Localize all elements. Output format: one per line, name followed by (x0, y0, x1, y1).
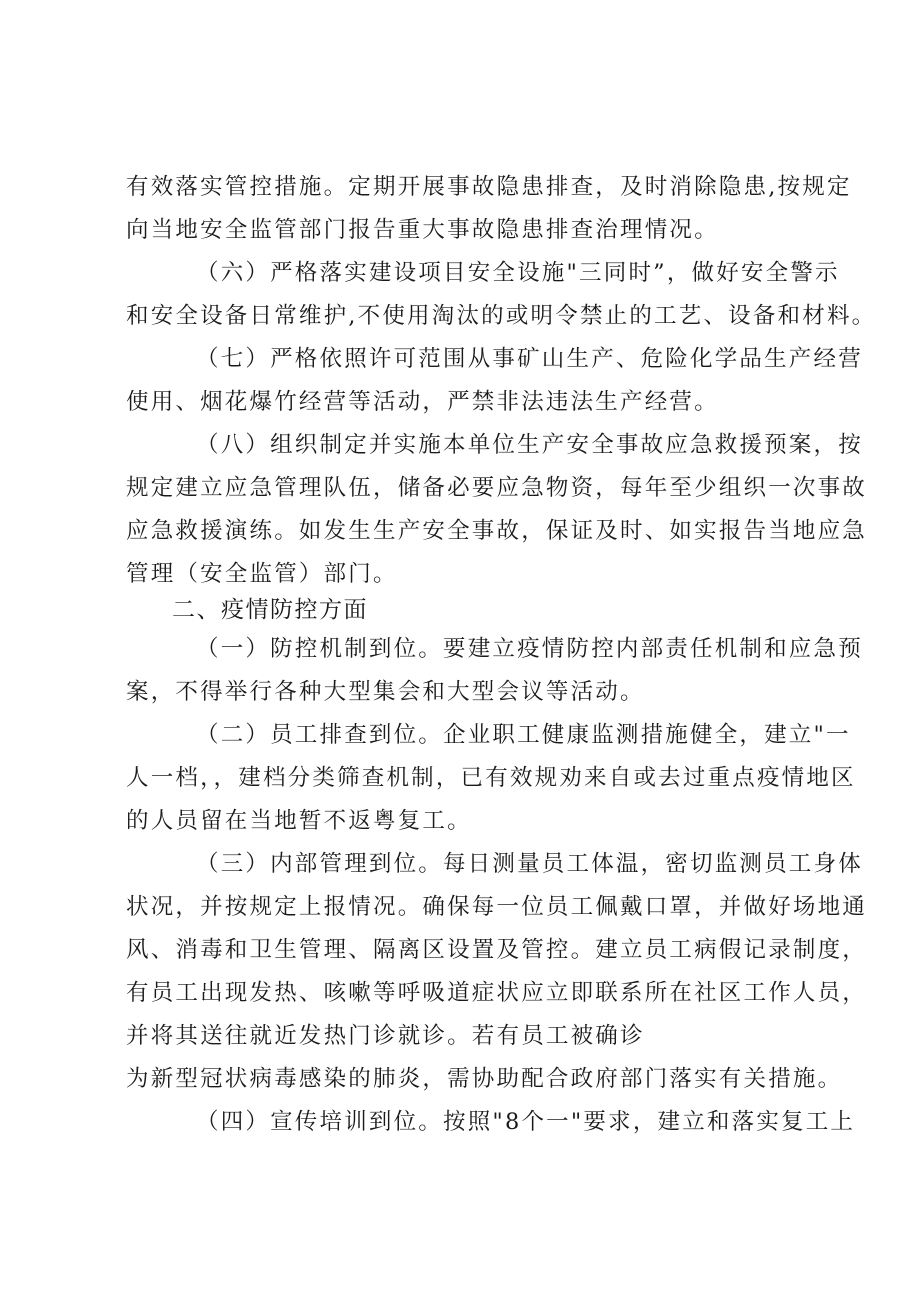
text-line: 为新型冠状病毒感染的肺炎，需协助配合政府部门落实有关措施。 (126, 1066, 843, 1092)
text-line: 状况，并按规定上报情况。确保每一位员工佩戴口罩，并做好场地通 (126, 894, 868, 920)
paragraph-seven-start: （七）严格依照许可范围从事矿山生产、危险化学品生产经营 (196, 346, 863, 372)
text-line: 案，不得举行各种大型集会和大型会议等活动。 (126, 679, 645, 705)
text-line: 人一档，，建档分类筛查机制，已有效规劝来自或去过重点疫情地区 (126, 765, 856, 791)
paragraph-six-start: （六）严格落实建设项目安全设施"三同时”，做好安全警示 (196, 260, 840, 286)
text-line: 的人员留在当地暂不返粤复工。 (126, 808, 472, 834)
text-line: 向当地安全监管部门报告重大事故隐患排查治理情况。 (126, 217, 719, 243)
paragraph-four-start: （四）宣传培训到位。按照"8个一"要求，建立和落实复工上 (196, 1109, 856, 1135)
text-line: 有效落实管控措施。定期开展事故隐患排查，及时消除隐患,按规定 (126, 174, 852, 200)
paragraph-eight-start: （八）组织制定并实施本单位生产安全事故应急救援预案，按 (196, 432, 863, 458)
paragraph-one-start: （一）防控机制到位。要建立疫情防控内部责任机制和应急预 (196, 636, 863, 662)
paragraph-two-start: （二）员工排查到位。企业职工健康监测措施健全，建立"一 (196, 722, 851, 748)
text-line: 有员工出现发热、咳嗽等呼吸道症状应立即联系所在社区工作人员， (126, 980, 868, 1006)
paragraph-three-start: （三）内部管理到位。每日测量员工体温，密切监测员工身体 (196, 851, 863, 877)
text-line: 并将其送往就近发热门诊就诊。若有员工被确诊 (126, 1023, 645, 1049)
text-line: 使用、烟花爆竹经营等活动，严禁非法违法生产经营。 (126, 389, 719, 415)
text-line: 管理（安全监管）部门。 (126, 561, 398, 587)
text-line: 应急救援演练。如发生生产安全事故，保证及时、如实报告当地应急 (126, 518, 868, 544)
text-line: 风、消毒和卫生管理、隔离区设置及管控。建立员工病假记录制度， (126, 937, 868, 963)
text-line: 规定建立应急管理队伍，储备必要应急物资，每年至少组织一次事故 (126, 475, 868, 501)
section-heading: 二、疫情防控方面 (172, 597, 368, 623)
text-line: 和安全设备日常维护,不使用淘汰的或明令禁止的工艺、设备和材料。 (126, 303, 877, 329)
